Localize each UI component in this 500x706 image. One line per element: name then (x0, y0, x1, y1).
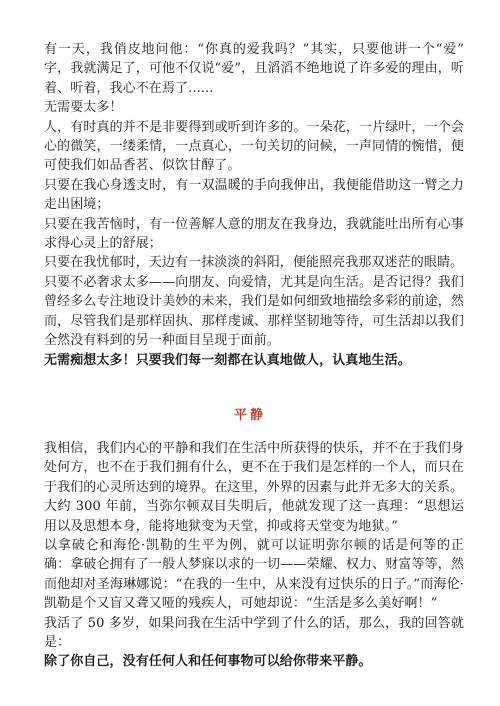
paragraph: 只要在我苦恼时，有一位善解人意的朋友在我身边，我就能吐出所有心事求得心灵上的舒展； (44, 216, 464, 252)
section-title: 平静 (233, 408, 266, 423)
paragraph: 我相信，我们内心的平静和我们在生活中所获得的快乐，并不在于我们身处何方，也不在于我们拥有什么，更不在于我们是怎样的一个人，而只在于我们的心灵所达到的境界。在这里，外界的因素与此并无多大的关系。 (44, 441, 464, 495)
paragraph: 人，有时真的并不是非要得到或听到许多的。一朵花，一片绿叶，一个会心的微笑，一缕柔情，一点真心，一句关切的问候，一声同情的惋惜，便可使我们如品香茗、似饮甘醇了。 (44, 119, 464, 174)
paragraph: 只要不必奢求太多——向朋友、向爱情，尤其是向生活。是否记得？我们曾经多么专注地设计美妙的未来，我们是如何细致地描绘多彩的前途，然而，尽管我们是那样固执、那样虔诚、那样坚韧地等待，可生活却以我们全然没有料到的另一种面目呈现于面前。 (44, 274, 464, 349)
section-love (44, 40, 464, 370)
paragraph: 以拿破仑和海伦·凯勒的生平为例，就可以证明弥尔顿的话是何等的正确：拿破仑拥有了一般人梦寐以求的一切——荣耀、权力、财富等等，然而他却对圣海琳娜说：“在我的一生中，从来没有过快乐的日子。”而海伦·凯勒是个又盲又聋又哑的残疾人，可她却说：“生活是多么美好啊！” (44, 538, 464, 612)
closing-statement: 除了你自己，没有任何人和任何事物可以给你带来平静。 (44, 654, 372, 670)
paragraph: 只要在我忧郁时，天边有一抹淡淡的斜阳，便能照亮我那双迷茫的眼睛。 (44, 255, 464, 271)
section-calm (44, 439, 464, 672)
closing-statement: 无需痴想太多！只要我们每一刻都在认真地做人，认真地生活。 (44, 352, 411, 368)
paragraph: 有一天，我俏皮地问他：“你真的爱我吗？”其实，只要他讲一个“爱” 字，我就满足了，可他不仅说“爱”，且滔滔不绝地说了许多爱的理由，听着、听着，我心不在焉了...... (44, 42, 464, 96)
paragraph: 无需要太多！ (44, 100, 123, 116)
paragraph: 只要在我心身透支时，有一双温暖的手向我伸出，我便能借助这一臂之力走出困境； (44, 177, 464, 213)
paragraph: 大约 300 年前，当弥尔顿双目失明后，他就发现了这一真理：“思想运用以及思想本身，能将地狱变为天堂，抑或将天堂变为地狱。” (44, 499, 464, 534)
paragraph: 我活了 50 多岁，如果问我在生活中学到了什么的话，那么，我的回答就是： (44, 615, 464, 651)
